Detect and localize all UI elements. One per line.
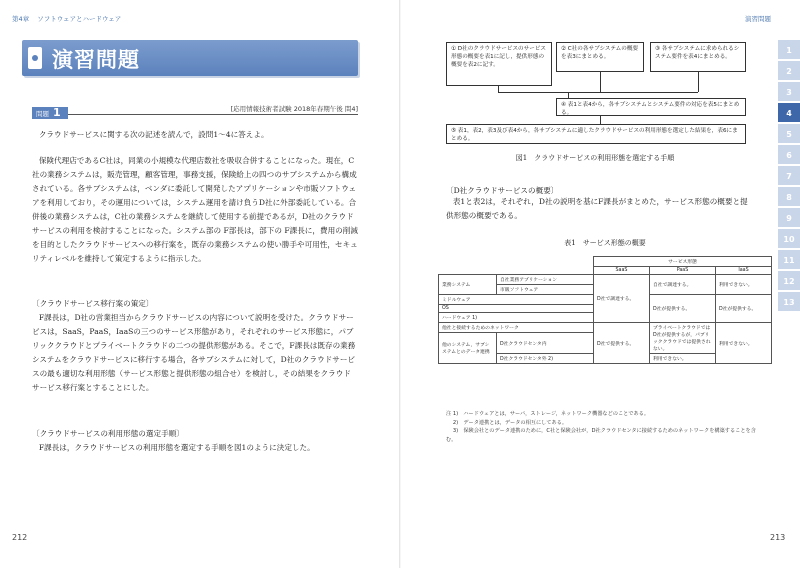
section-heading-migration: 〔クラウドサービス移行案の策定〕 bbox=[32, 299, 154, 308]
chapter-tab[interactable]: 6 bbox=[778, 145, 800, 166]
table-row bbox=[439, 257, 772, 267]
chapter-tab[interactable]: 10 bbox=[778, 229, 800, 250]
section-banner bbox=[22, 40, 358, 76]
chapter-tab[interactable]: 12 bbox=[778, 271, 800, 292]
table-header-iaas: IaaS bbox=[716, 267, 772, 275]
chapter-tab[interactable]: 13 bbox=[778, 292, 800, 313]
chapter-number: 第4章 bbox=[12, 15, 30, 23]
table-cell: D社が提供する。 bbox=[650, 295, 716, 323]
page-gutter bbox=[399, 0, 401, 568]
right-paragraph-text: 表1と表2は，それぞれ，D社の説明を基にF課長がまとめた，サービス形態の概要と提供形態の概要である。 bbox=[446, 197, 748, 220]
table-cell: 利用できない。 bbox=[716, 323, 772, 364]
right-paragraph bbox=[446, 195, 750, 223]
paragraph-1-text: 保険代理店であるC社は，同業の小規模な代理店数社を吸収合併することになった。現在，C社の業務システムは，販売管理，顧客管理，事務支援，保険給上の四つのサブシステムから構成されている。各サブシステムは，ベンダに委託して開発したアプリケーションや市販ソフトウェアを利用しており，その運用については，システム運用を請け負うD社に外部委託している。合併後の業務システムは，C社の業務システムを継続して使用する前提であるが，D社のクラウドサービスの利用を検討することになった。システム部の F部長は，部下の F課長に，費用の削減を目的としたクラウドサービスへの移行案を，既存の業務システムの使い勝手や可用性，セキュリティレベルを維持して策定するように指示した。 bbox=[32, 156, 358, 263]
table-cell: ハードウェア 1) bbox=[439, 313, 594, 323]
table-header-paas: PaaS bbox=[650, 267, 716, 275]
chapter-tab[interactable]: 3 bbox=[778, 82, 800, 103]
table-cell: 自社で調達する。 bbox=[650, 275, 716, 295]
chapter-tab[interactable]: 2 bbox=[778, 61, 800, 82]
flow-step-4: ④ 表1と表4から，各サブシステムとシステム要件の対応を表5にまとめる。 bbox=[556, 98, 746, 116]
chapter-tab[interactable]: 11 bbox=[778, 250, 800, 271]
table-cell: ミドルウェア bbox=[439, 295, 594, 305]
table-cell: 利用できない。 bbox=[716, 275, 772, 295]
table-cell: 利用できない。 bbox=[650, 354, 716, 364]
intro-paragraph: クラウドサービスに関する次の記述を読んで，設問1～4に答えよ。 bbox=[38, 130, 269, 139]
chapter-tab[interactable]: 1 bbox=[778, 40, 800, 61]
flow-diagram bbox=[440, 38, 750, 148]
figure-caption: 図1 クラウドサービスの利用形態を選定する手順 bbox=[515, 154, 675, 162]
table-row bbox=[439, 275, 772, 285]
exam-source: [応用情報技術者試験 2018年春期午後 問4] bbox=[32, 104, 358, 115]
running-head-left bbox=[12, 14, 121, 23]
table-cell: 他社と接続するためのネットワーク bbox=[439, 323, 594, 333]
table-corner bbox=[439, 257, 594, 275]
flow-step-5: ⑤ 表1，表2，表3及び表4から，各サブシステムに適したクラウドサービスの利用形態を選定した結果を，表6にまとめる。 bbox=[446, 124, 746, 144]
flow-connector bbox=[600, 72, 601, 92]
table-cell: 業務システム bbox=[439, 275, 497, 295]
chapter-tab-active[interactable]: 4 bbox=[778, 103, 800, 124]
intro-text bbox=[32, 128, 358, 142]
flow-step-3: ③ 各サブシステムに求められるシステム要件を表4にまとめる。 bbox=[650, 42, 746, 72]
paragraph-3-text: F課長は，クラウドサービスの利用形態を選定する手順を図1のように決定した。 bbox=[38, 443, 315, 452]
question-label bbox=[32, 107, 68, 119]
table-cell: 自社業務アプリケーション bbox=[497, 275, 594, 285]
page-number-right: 213 bbox=[770, 533, 786, 542]
paragraph-3 bbox=[32, 441, 358, 455]
question-label-text: 問題 bbox=[36, 110, 49, 118]
table-cell: 他のシステム，サブシステムとのデータ連携 bbox=[439, 333, 497, 364]
table-cell: D社クラウドセンタ内 bbox=[497, 333, 594, 354]
flow-step-2: ② C社の各サブシステムの概要を表3にまとめる。 bbox=[556, 42, 644, 72]
table-cell: D社で調達する。 bbox=[594, 275, 650, 323]
chapter-title: ソフトウェアとハードウェア bbox=[37, 15, 122, 23]
chapter-tab[interactable]: 7 bbox=[778, 166, 800, 187]
paragraph-1 bbox=[32, 154, 358, 266]
table-row bbox=[439, 323, 772, 333]
table-cell: D社で提供する。 bbox=[594, 323, 650, 364]
table-cell: OS bbox=[439, 305, 594, 313]
table-note: 2) データ連携とは，データの相互にしてある。 bbox=[446, 419, 568, 426]
chapter-tab[interactable]: 9 bbox=[778, 208, 800, 229]
banner-title: 演習問題 bbox=[52, 48, 140, 72]
table-cell: プライベートクラウドでは D社が提供するが，パブリッククラウドでは提供されない。 bbox=[650, 323, 716, 354]
table-caption: 表1 サービス形態の概要 bbox=[564, 239, 646, 247]
table-note: 注 1) ハードウェアとは，サーバ，ストレージ，ネットワーク機器などのことである。 bbox=[446, 411, 650, 417]
table-note: 3) 保険会社とのデータ連携のために，C社と保険会社が，D社クラウドセンタに接続するためのネットワークを構築することを含む。 bbox=[446, 428, 756, 443]
table-header-group: サービス形態 bbox=[594, 257, 772, 267]
section-heading-procedure: 〔クラウドサービスの利用形態の選定手順〕 bbox=[32, 429, 184, 438]
paragraph-2-text: F課長は，D社の営業担当からクラウドサービスの内容について説明を受けた。クラウドサービスは，SaaS，PaaS，IaaSの三つのサービス形態があり，それぞれのサービス形態に，パブリッククラウドとプライベートクラウドの二つの提供形態がある。そこで，F課長は既存の業務システムをクラウドサービスに移行する場合，各サブシステムに対して，D社のクラウドサービスの最も適切な利用形態（サービス形態と提供形態の組合せ）を検討し，その結果をクラウドサービス移行案とすることにした。 bbox=[32, 313, 356, 392]
flow-connector bbox=[498, 92, 698, 93]
table-cell: D社クラウドセンタ外 2) bbox=[497, 354, 594, 364]
chapter-tab[interactable]: 8 bbox=[778, 187, 800, 208]
chapter-tabs bbox=[778, 40, 800, 313]
section-heading-cloud: 〔D社クラウドサービスの概要〕 bbox=[446, 186, 559, 195]
table-cell: 市販ソフトウェア bbox=[497, 285, 594, 295]
chapter-tab[interactable]: 5 bbox=[778, 124, 800, 145]
flow-step-1: ① D社のクラウドサービスのサービス形態の概要を表1に記し，提供形態の概要を表2に記す。 bbox=[446, 42, 552, 86]
flow-connector bbox=[600, 116, 601, 124]
service-table bbox=[438, 256, 772, 364]
running-head-right: 演習問題 bbox=[745, 15, 771, 23]
paragraph-2 bbox=[32, 311, 358, 395]
question-number: 1 bbox=[53, 106, 61, 119]
page-number-left: 212 bbox=[12, 533, 28, 542]
table-cell: D社が提供する。 bbox=[716, 295, 772, 323]
table-notes bbox=[446, 410, 766, 444]
table-header-saas: SaaS bbox=[594, 267, 650, 275]
banner-bullet-icon bbox=[28, 47, 42, 69]
flow-connector bbox=[698, 72, 699, 92]
